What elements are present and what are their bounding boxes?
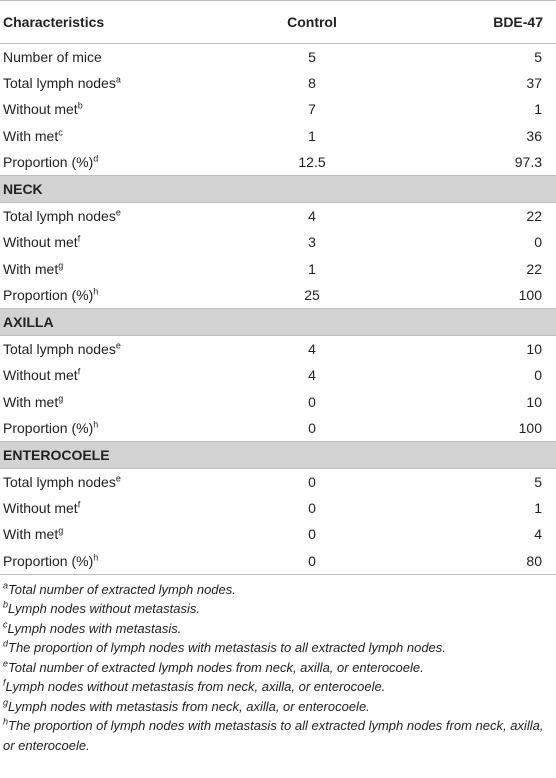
- control-value: 5: [308, 49, 316, 66]
- control-value: 0: [234, 548, 390, 575]
- row-label: [0, 521, 234, 547]
- row-label: [0, 256, 234, 282]
- table-row: [0, 149, 556, 176]
- row-label: [0, 229, 234, 255]
- footnote: [3, 638, 556, 658]
- control-value: 0: [308, 526, 316, 543]
- footnote-text: Total number of extracted lymph nodes.: [8, 581, 236, 597]
- footnote-marker: c: [3, 619, 8, 630]
- control-value: 0: [308, 419, 316, 436]
- footnote-marker: g: [3, 697, 9, 708]
- control-value: 1: [308, 260, 316, 277]
- label-text: Number of mice: [3, 49, 102, 66]
- table-row: [0, 548, 556, 575]
- footnote-marker: d: [3, 638, 9, 649]
- table-row: [0, 521, 556, 547]
- bde47-value: 100: [518, 419, 542, 436]
- control-value: 7: [308, 101, 316, 118]
- bde47-value: 100: [518, 286, 542, 303]
- bde47-value: 80: [390, 548, 556, 575]
- bde47-value: 10: [526, 393, 542, 410]
- bde47-value: 37: [526, 75, 542, 92]
- table-row: [0, 495, 556, 521]
- bde47-value: 36: [526, 127, 542, 144]
- control-value: 0: [308, 500, 316, 517]
- table-row: [0, 282, 556, 309]
- bde47-value: 1: [534, 500, 542, 517]
- table-row: [0, 336, 556, 363]
- control-value: 12.5: [298, 153, 326, 170]
- label-text: Without met: [3, 500, 78, 517]
- label-text: With met: [3, 526, 59, 543]
- footnote-marker: f: [3, 677, 6, 688]
- section-title: AXILLA: [0, 308, 556, 335]
- footnote-text: Lymph nodes with metastasis.: [7, 620, 182, 636]
- table-row: [0, 415, 556, 442]
- control-value: 3: [308, 234, 316, 251]
- footnote: [3, 697, 556, 717]
- footnote-marker: e: [115, 207, 121, 218]
- section-header-row: [0, 441, 556, 468]
- footnote-marker: f: [77, 499, 81, 510]
- footnote-marker: h: [93, 286, 99, 297]
- row-label: [0, 123, 234, 149]
- label-text: Total lymph nodes: [3, 474, 116, 491]
- footnote-marker: g: [58, 259, 64, 270]
- control-value: 0: [308, 474, 316, 491]
- row-label: [0, 336, 234, 363]
- footnote: [3, 619, 556, 639]
- table-row: [0, 388, 556, 414]
- footnote-marker: b: [77, 100, 83, 111]
- footnote-marker: a: [115, 74, 121, 85]
- row-label: [0, 70, 234, 96]
- bde47-value: 0: [534, 234, 542, 251]
- table-row: [0, 123, 556, 149]
- label-text: Proportion (%): [3, 419, 94, 436]
- footnote-marker: a: [3, 580, 9, 591]
- row-label: [0, 96, 234, 122]
- label-text: Total lymph nodes: [3, 208, 116, 225]
- footnote-marker: b: [3, 599, 9, 610]
- label-text: Without met: [3, 101, 78, 118]
- bde47-value: 5: [534, 474, 542, 491]
- footnote: [3, 677, 556, 697]
- bde47-value: 97.3: [514, 153, 542, 170]
- row-label: [0, 282, 234, 309]
- footnote-marker: f: [77, 233, 81, 244]
- header-control: Control: [234, 1, 390, 44]
- table-row: [0, 203, 556, 230]
- footnote-text: The proportion of lymph nodes with metastasis to all extracted lymph nodes from neck, axilla, or enterocoele.: [3, 718, 544, 753]
- label-text: With met: [3, 260, 59, 277]
- row-label: [0, 362, 234, 388]
- label-text: Proportion (%): [3, 552, 94, 569]
- footnote: [3, 658, 556, 678]
- footnote: [3, 599, 556, 619]
- row-label: [0, 495, 234, 521]
- footnote-marker: c: [58, 127, 63, 137]
- section-header-row: [0, 175, 556, 202]
- table-body: [0, 44, 556, 575]
- label-text: With met: [3, 393, 59, 410]
- footnote-marker: h: [93, 552, 99, 562]
- bde47-value: 5: [534, 49, 542, 66]
- footnote-text: Total number of extracted lymph nodes from neck, axilla, or enterocoele.: [8, 659, 424, 675]
- label-text: Proportion (%): [3, 286, 94, 303]
- footnote-marker: f: [77, 366, 81, 377]
- control-value: 4: [308, 208, 316, 225]
- bde47-value: 22: [526, 260, 542, 277]
- control-value: 4: [308, 367, 316, 384]
- control-value: 8: [308, 75, 316, 92]
- footnote-marker: g: [58, 525, 64, 536]
- label-text: Proportion (%): [3, 153, 94, 170]
- footnote-marker: d: [93, 153, 99, 164]
- row-label: [0, 548, 234, 575]
- bde47-value: 1: [534, 101, 542, 118]
- control-value: 25: [304, 286, 320, 303]
- footnote-text: The proportion of lymph nodes with metastasis to all extracted lymph nodes.: [8, 640, 446, 656]
- row-label: [0, 44, 234, 71]
- bde47-value: 4: [534, 526, 542, 543]
- label-text: With met: [3, 127, 59, 144]
- control-value: 4: [308, 341, 316, 358]
- footnotes: [0, 575, 556, 756]
- bde47-value: 0: [534, 367, 542, 384]
- table-row: [0, 96, 556, 122]
- footnote-marker: e: [115, 473, 121, 484]
- label-text: Total lymph nodes: [3, 75, 116, 92]
- bde47-value: 22: [526, 208, 542, 225]
- footnote-marker: h: [3, 716, 9, 727]
- section-title: ENTEROCOELE: [0, 441, 556, 468]
- section-header-row: [0, 308, 556, 335]
- footnote-text: Lymph nodes with metastasis from neck, axilla, or enterocoele.: [8, 698, 370, 714]
- footnote-marker: e: [3, 658, 9, 669]
- header-bde47: BDE-47: [390, 1, 556, 44]
- table-row: [0, 256, 556, 282]
- table-row: [0, 229, 556, 255]
- table-row: [0, 70, 556, 96]
- footnote-marker: e: [115, 340, 121, 351]
- table-row: [0, 469, 556, 496]
- footnote: [3, 716, 556, 755]
- label-text: Without met: [3, 234, 78, 251]
- footnote-marker: g: [58, 392, 64, 403]
- control-value: 0: [308, 393, 316, 410]
- bde47-value: 10: [526, 341, 542, 358]
- control-value: 1: [308, 127, 316, 144]
- row-label: [0, 388, 234, 414]
- footnote-text: Lymph nodes without metastasis from neck, axilla, or enterocoele.: [5, 679, 386, 695]
- row-label: [0, 149, 234, 176]
- table-row: [0, 44, 556, 71]
- row-label: [0, 469, 234, 496]
- label-text: Total lymph nodes: [3, 341, 116, 358]
- table-row: [0, 362, 556, 388]
- footnote: [3, 580, 556, 600]
- footnote-marker: h: [93, 419, 99, 430]
- label-text: Without met: [3, 367, 78, 384]
- section-title: NECK: [0, 175, 556, 202]
- row-label: [0, 415, 234, 442]
- header-characteristics: Characteristics: [0, 1, 234, 44]
- footnote-text: Lymph nodes without metastasis.: [8, 601, 200, 617]
- header-row: [0, 1, 556, 44]
- row-label: [0, 203, 234, 230]
